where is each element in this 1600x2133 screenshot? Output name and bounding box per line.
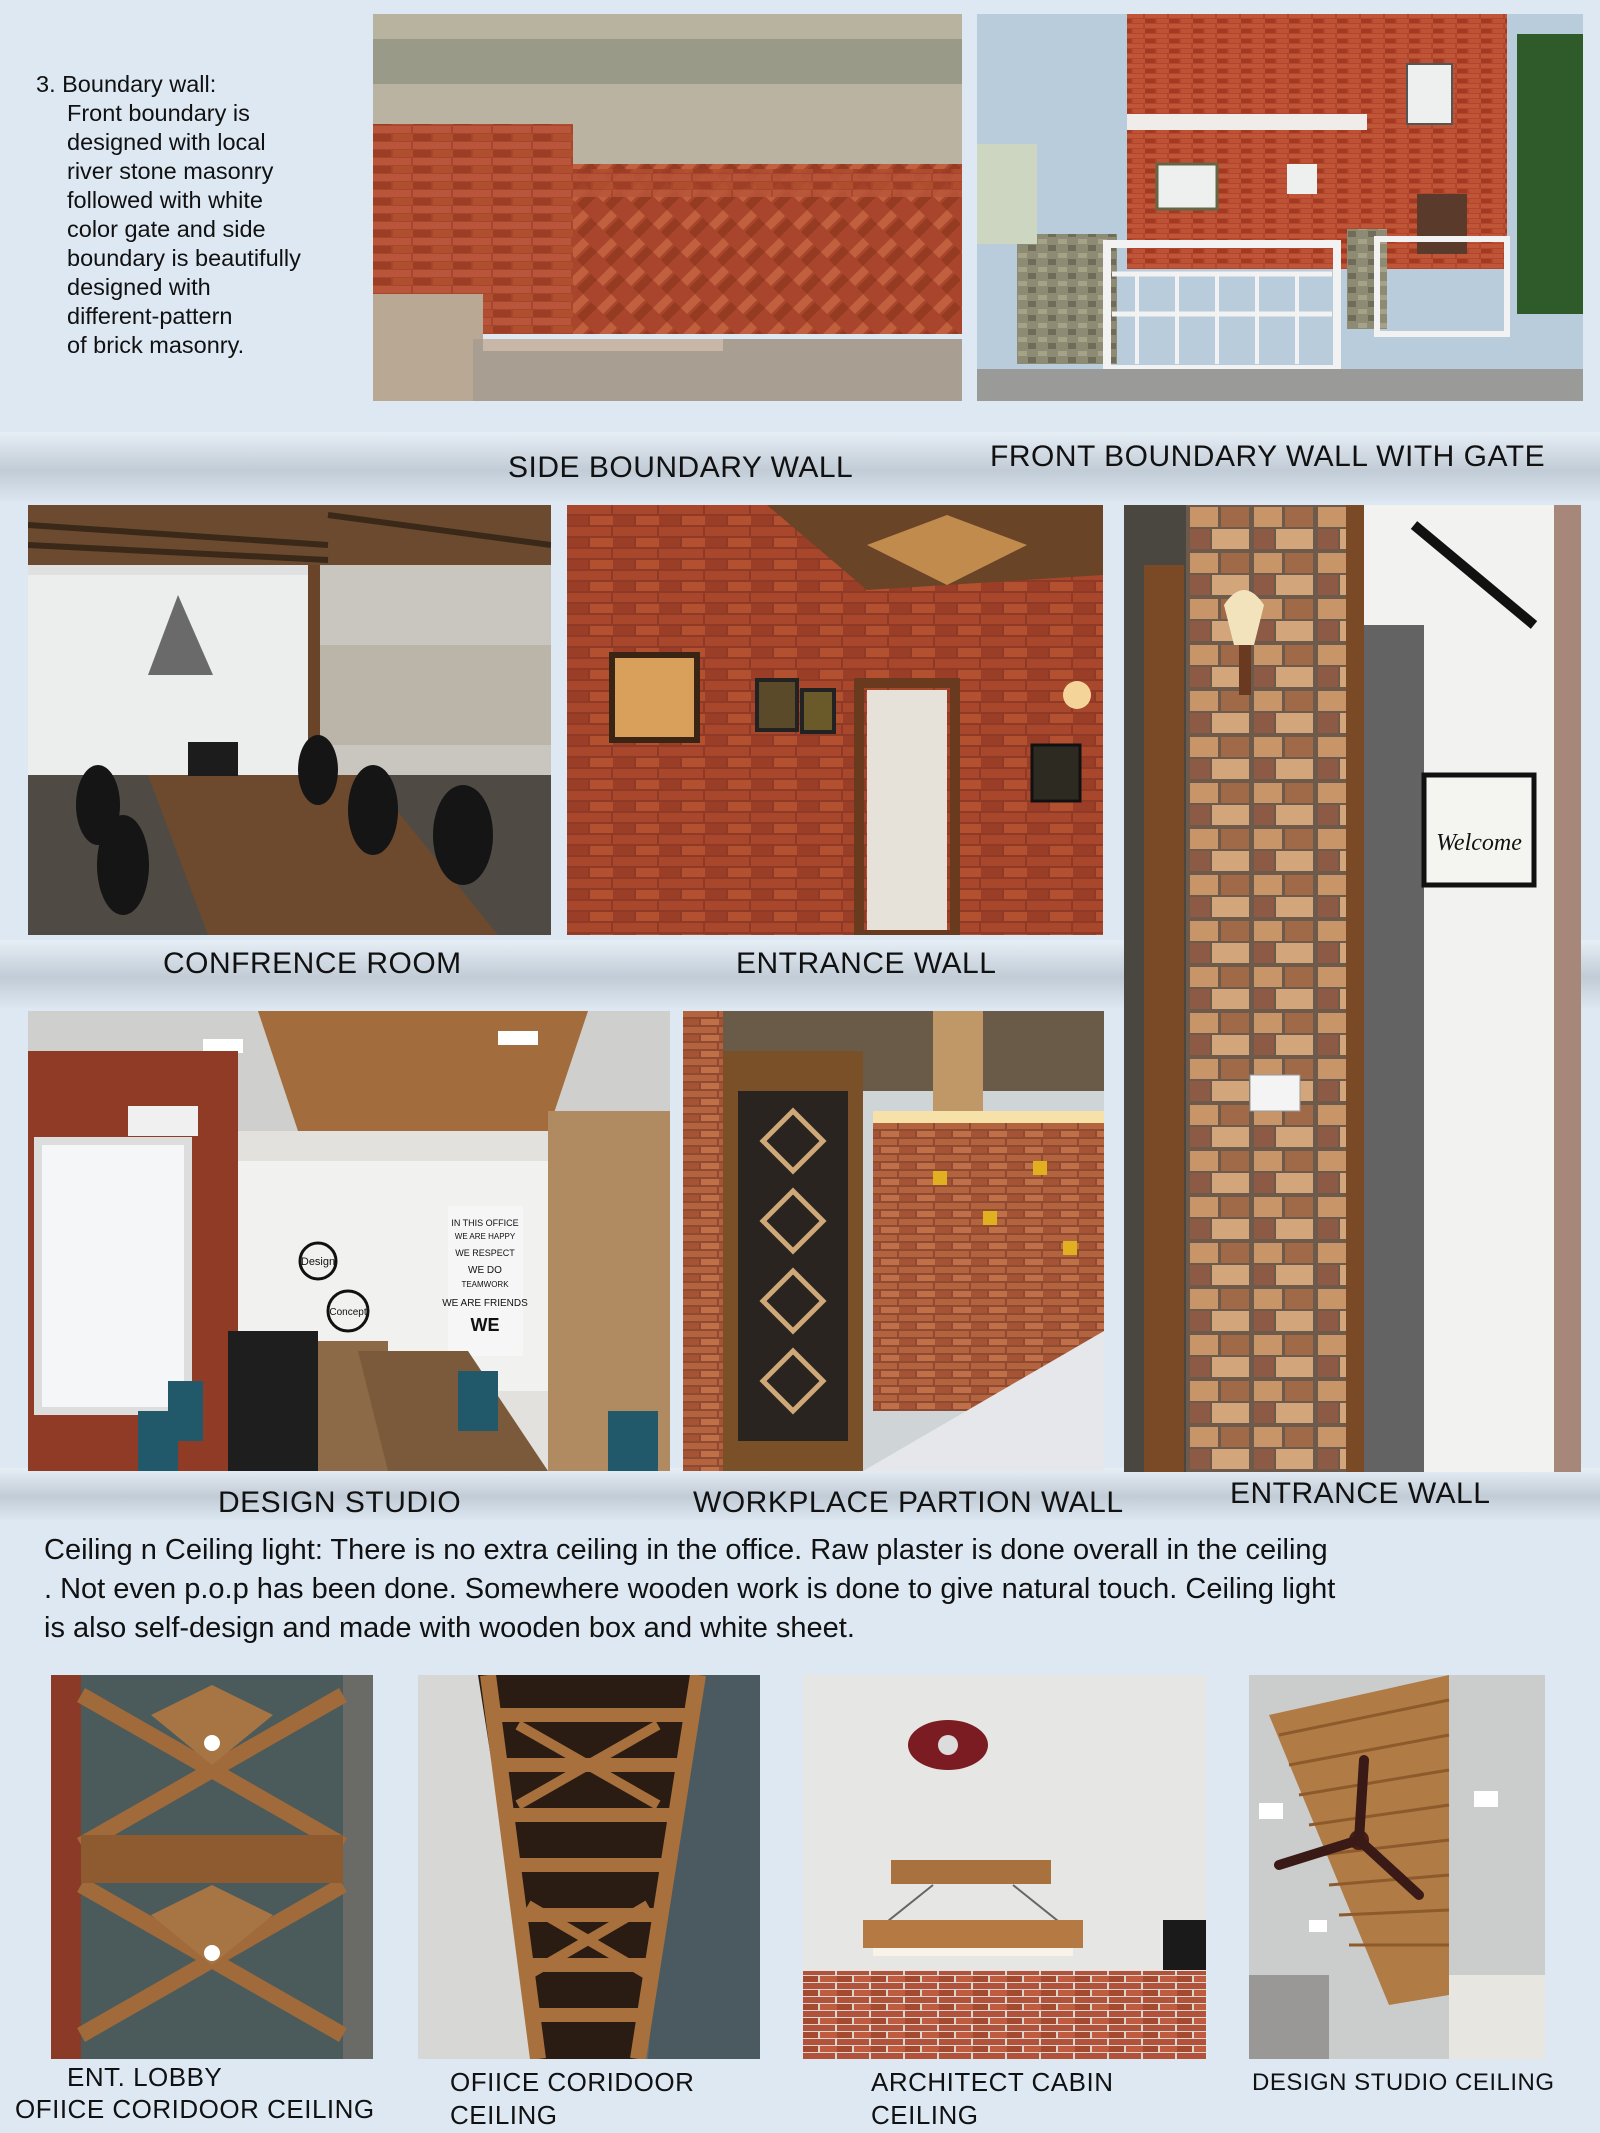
office-wall-line: TEAMWORK <box>461 1280 509 1289</box>
corridor-caption-line-2: CEILING <box>450 2100 558 2130</box>
office-wall-line: WE ARE HAPPY <box>454 1232 516 1241</box>
cabin-caption-line-2: CEILING <box>871 2100 979 2130</box>
workplace-partition-photo <box>683 1011 1104 1471</box>
entrance-wall-caption: ENTRANCE WALL <box>736 947 997 980</box>
entrance-wall-tall-photo <box>1124 505 1581 1472</box>
lobby-ceiling-photo <box>51 1675 373 2059</box>
design-wall-text: Design <box>300 1256 336 1268</box>
studio-ceiling-photo <box>1249 1675 1545 2059</box>
lobby-caption-line-1: ENT. LOBBY <box>67 2062 223 2092</box>
office-wall-line: WE <box>470 1315 500 1335</box>
side-boundary-wall-photo <box>373 14 962 401</box>
office-wall-line: WE DO <box>468 1265 502 1276</box>
office-wall-line: WE ARE FRIENDS <box>442 1298 528 1309</box>
conference-room-photo <box>28 505 551 935</box>
corridor-ceiling-photo <box>418 1675 760 2059</box>
conference-room-caption: CONFRENCE ROOM <box>163 947 462 980</box>
boundary-line: Front boundary is <box>67 100 250 126</box>
cabin-caption-line-1: ARCHITECT CABIN <box>871 2067 1114 2097</box>
boundary-line: designed with <box>67 274 211 300</box>
boundary-line: of brick masonry. <box>67 332 245 358</box>
studio-ceiling-caption: DESIGN STUDIO CEILING <box>1252 2069 1555 2096</box>
office-wall-line: WE RESPECT <box>455 1248 515 1258</box>
boundary-heading: 3. Boundary wall: <box>36 71 217 97</box>
entrance-wall-photo <box>567 505 1103 935</box>
entrance-wall-caption-2: ENTRANCE WALL <box>1230 1477 1491 1510</box>
office-wall-line: IN THIS OFFICE <box>451 1218 519 1228</box>
design-studio-photo <box>28 1011 670 1471</box>
boundary-line: followed with white <box>67 187 263 213</box>
ceiling-line: is also self-design and made with wooden box and white sheet. <box>44 1612 855 1644</box>
front-boundary-wall-caption: FRONT BOUNDARY WALL WITH GATE <box>990 440 1546 473</box>
boundary-line: boundary is beautifully <box>67 245 301 271</box>
concept-wall-text: Concept <box>329 1307 367 1318</box>
boundary-line: color gate and side <box>67 216 266 242</box>
side-boundary-wall-caption: SIDE BOUNDARY WALL <box>508 451 854 484</box>
cabin-ceiling-photo <box>803 1675 1206 2059</box>
boundary-line: designed with local <box>67 129 266 155</box>
ceiling-description <box>44 1531 1584 1648</box>
workplace-partition-caption: WORKPLACE PARTION WALL <box>693 1486 1124 1519</box>
lobby-caption-line-2: OFIICE CORIDOOR CEILING <box>15 2094 375 2124</box>
ceiling-line: Ceiling n Ceiling light: There is no extra ceiling in the office. Raw plaster is done overall in the ceiling <box>44 1534 1328 1566</box>
boundary-line: river stone masonry <box>67 158 274 184</box>
ceiling-line: . Not even p.o.p has been done. Somewhere wooden work is done to give natural touch. Ceiling light <box>44 1573 1336 1605</box>
front-boundary-wall-photo <box>977 14 1583 401</box>
welcome-sign-text: Welcome <box>1436 830 1522 856</box>
boundary-wall-description <box>36 70 301 360</box>
design-studio-caption: DESIGN STUDIO <box>218 1486 462 1519</box>
boundary-line: different-pattern <box>67 303 233 329</box>
corridor-caption-line-1: OFIICE CORIDOOR <box>450 2067 695 2097</box>
